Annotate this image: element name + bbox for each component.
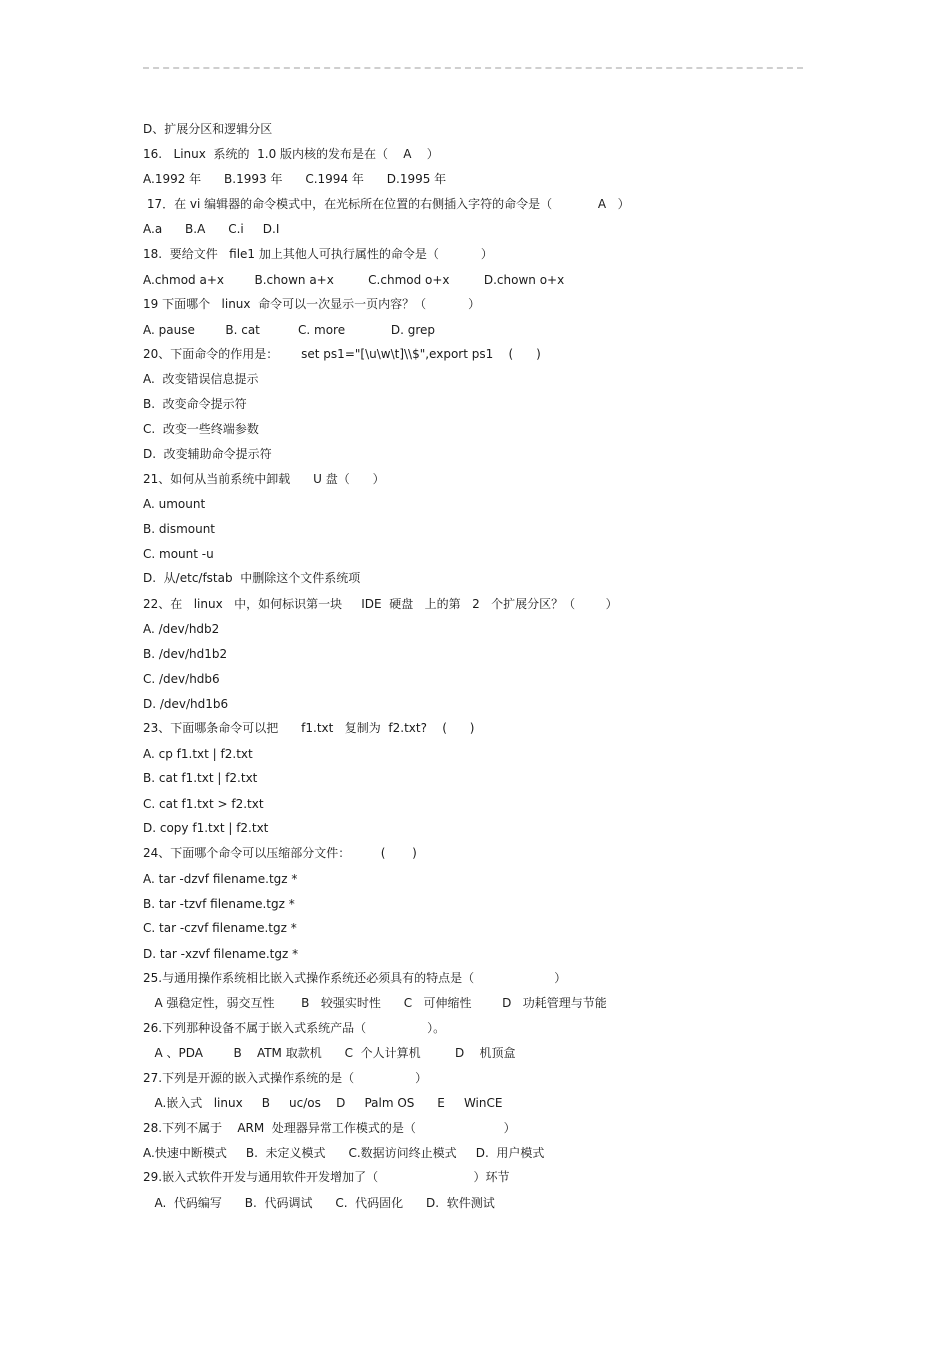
option-20b: B. 改变命令提示符	[143, 397, 247, 411]
options-17: A.a B.A C.i D.I	[143, 222, 280, 236]
text-line: D、扩展分区和逻辑分区	[143, 122, 273, 136]
option-22c: C. /dev/hdb6	[143, 672, 220, 686]
question-20: 20、下面命令的作用是： set ps1="[\u\w\t]\\$",export ps1 ( )	[143, 347, 541, 361]
question-21: 21、如何从当前系统中卸载 U 盘（ ）	[143, 472, 385, 486]
options-29: A. 代码编写 B. 代码调试 C. 代码固化 D. 软件测试	[143, 1196, 495, 1210]
option-24b: B. tar -tzvf filename.tgz *	[143, 897, 295, 911]
options-19: A. pause B. cat C. more D. grep	[143, 323, 436, 337]
option-23b: B. cat f1.txt | f2.txt	[143, 771, 258, 785]
option-23c: C. cat f1.txt > f2.txt	[143, 797, 264, 811]
options-28: A.快速中断模式 B. 未定义模式 C.数据访问终止模式 D. 用户模式	[143, 1146, 545, 1160]
option-21b: B. dismount	[143, 522, 216, 536]
question-18: 18. 要给文件 file1 加上其他人可执行属性的命令是（ ）	[143, 247, 493, 261]
option-24c: C. tar -czvf filename.tgz *	[143, 921, 297, 935]
question-27: 27.下列是开源的嵌入式操作系统的是（ ）	[143, 1071, 428, 1085]
question-16: 16. Linux 系统的 1.0 版内核的发布是在（ A ）	[143, 147, 439, 161]
question-19: 19 下面哪个 linux 命令可以一次显示一页内容？（ ）	[143, 297, 481, 311]
options-26: A 、PDA B ATM 取款机 C 个人计算机 D 机顶盒	[143, 1046, 516, 1060]
options-25: A 强稳定性，弱交互性 B 较强实时性 C 可伸缩性 D 功耗管理与节能	[143, 996, 607, 1010]
question-28: 28.下列不属于 ARM 处理器异常工作模式的是（ ）	[143, 1121, 516, 1135]
option-20a: A. 改变错误信息提示	[143, 372, 259, 386]
question-17: 17．在 vi 编辑器的命令模式中，在光标所在位置的右侧插入字符的命令是（ A ）	[143, 197, 630, 211]
option-22a: A. /dev/hdb2	[143, 622, 220, 636]
option-20c: C. 改变一些终端参数	[143, 422, 259, 436]
option-23d: D. copy f1.txt | f2.txt	[143, 821, 269, 835]
question-26: 26.下列那种设备不属于嵌入式系统产品（ ）。	[143, 1021, 446, 1035]
options-16: A.1992 年 B.1993 年 C.1994 年 D.1995 年	[143, 172, 447, 186]
question-23: 23、下面哪条命令可以把 f1.txt 复制为 f2.txt? ( )	[143, 721, 475, 735]
options-18: A.chmod a+x B.chown a+x C.chmod o+x D.chown o+x	[143, 273, 565, 287]
options-27: A.嵌入式 linux B uc/os D Palm OS E WinCE	[143, 1096, 503, 1110]
option-22d: D. /dev/hd1b6	[143, 697, 229, 711]
option-24a: A. tar -dzvf filename.tgz *	[143, 872, 298, 886]
question-22: 22、在 linux 中，如何标识第一块 IDE 硬盘 上的第 2 个扩展分区？（ ）	[143, 597, 618, 611]
option-20d: D. 改变辅助命令提示符	[143, 447, 272, 461]
option-21d: D. 从/etc/fstab 中删除这个文件系统项	[143, 571, 361, 585]
question-24: 24、下面哪个命令可以压缩部分文件： ( )	[143, 846, 417, 860]
option-21c: C. mount -u	[143, 547, 214, 561]
option-21a: A. umount	[143, 497, 206, 511]
question-25: 25.与通用操作系统相比嵌入式操作系统还必须具有的特点是（ ）	[143, 971, 567, 985]
question-29: 29.嵌入式软件开发与通用软件开发增加了（ ）环节	[143, 1170, 510, 1184]
option-24d: D. tar -xzvf filename.tgz *	[143, 947, 299, 961]
option-23a: A. cp f1.txt | f2.txt	[143, 747, 253, 761]
option-22b: B. /dev/hd1b2	[143, 647, 228, 661]
